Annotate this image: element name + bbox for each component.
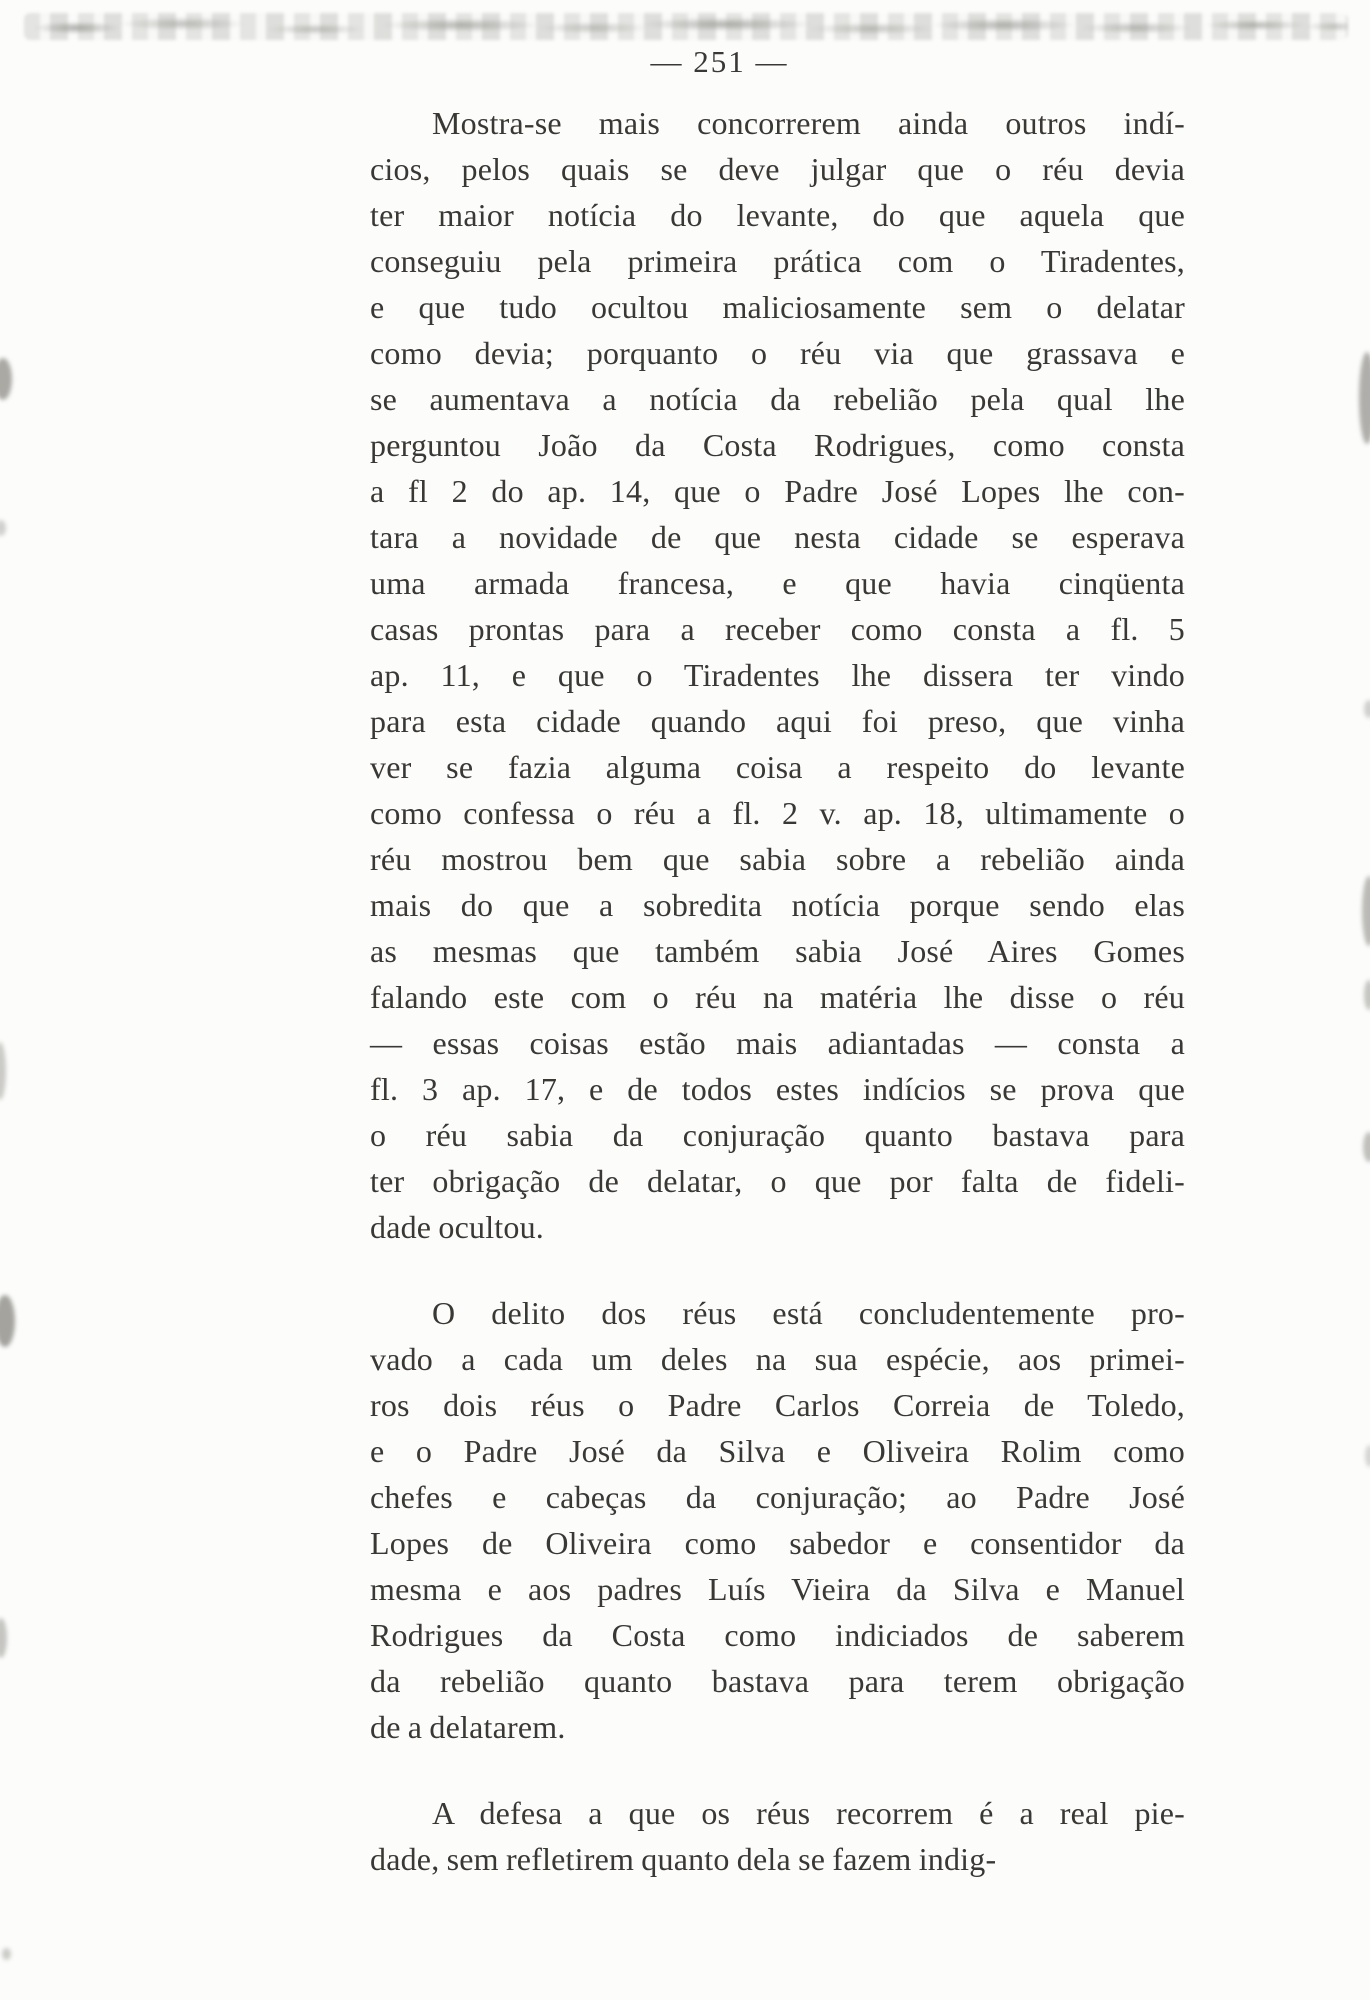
text-line: ter maior notícia do levante, do que aquela que — [370, 197, 1185, 233]
text-line: casas prontas para a receber como consta a fl. 5 — [370, 611, 1185, 647]
page-number: — 251 — — [650, 44, 789, 79]
text-column — [370, 100, 1185, 1922]
scan-speck — [0, 1618, 7, 1658]
text-line: Rodrigues da Costa como indiciados de saberem — [370, 1617, 1185, 1653]
scan-speck — [0, 1295, 15, 1347]
paragraph — [370, 1290, 1185, 1750]
text-line: como confessa o réu a fl. 2 v. ap. 18, ultimamente o — [370, 795, 1185, 831]
paragraph — [370, 1790, 1185, 1882]
paragraph — [370, 100, 1185, 1250]
text-line: o réu sabia da conjuração quanto bastava para — [370, 1117, 1185, 1153]
text-line: e o Padre José da Silva e Oliveira Rolim como — [370, 1433, 1185, 1469]
scan-speck — [2, 1948, 11, 1960]
text-line: réu mostrou bem que sabia sobre a rebelião ainda — [370, 841, 1185, 877]
text-line: a fl 2 do ap. 14, que o Padre José Lopes lhe con- — [370, 473, 1185, 509]
scan-speck — [1364, 980, 1370, 1010]
text-line: de a delatarem. — [370, 1709, 566, 1745]
text-line: tara a novidade de que nesta cidade se esperava — [370, 519, 1185, 555]
text-line: se aumentava a notícia da rebelião pela qual lhe — [370, 381, 1185, 417]
text-line: e que tudo ocultou maliciosamente sem o delatar — [370, 289, 1185, 325]
scan-speck — [0, 1042, 6, 1100]
scan-noise-top — [24, 13, 1348, 40]
scan-speck — [0, 358, 12, 400]
text-line: O delito dos réus está concludentemente pro- — [432, 1295, 1185, 1331]
text-line: da rebelião quanto bastava para terem obrigação — [370, 1663, 1185, 1699]
scan-speck — [1365, 1445, 1370, 1467]
text-line: vado a cada um deles na sua espécie, aos primei- — [370, 1341, 1185, 1377]
text-line: como devia; porquanto o réu via que grassava e — [370, 335, 1185, 371]
scan-speck — [1363, 1132, 1370, 1162]
text-line: A defesa a que os réus recorrem é a real pie- — [432, 1795, 1185, 1831]
scan-speck — [1364, 700, 1370, 718]
text-line: as mesmas que também sabia José Aires Gomes — [370, 933, 1185, 969]
text-line: chefes e cabeças da conjuração; ao Padre José — [370, 1479, 1185, 1515]
text-line: ap. 11, e que o Tiradentes lhe dissera ter vindo — [370, 657, 1185, 693]
text-line: ter obrigação de delatar, o que por falta de fideli- — [370, 1163, 1185, 1199]
text-line: perguntou João da Costa Rodrigues, como consta — [370, 427, 1185, 463]
scan-speck — [1362, 876, 1370, 946]
text-line: dade ocultou. — [370, 1209, 544, 1245]
text-line: mesma e aos padres Luís Vieira da Silva e Manuel — [370, 1571, 1185, 1607]
text-line: falando este com o réu na matéria lhe disse o réu — [370, 979, 1185, 1015]
text-line: mais do que a sobredita notícia porque sendo elas — [370, 887, 1185, 923]
scan-speck — [0, 520, 6, 536]
text-line: dade, sem refletirem quanto dela se fazem indig- — [370, 1841, 997, 1877]
text-line: Mostra-se mais concorrerem ainda outros indí- — [432, 105, 1185, 141]
text-line: ros dois réus o Padre Carlos Correia de Toledo, — [370, 1387, 1185, 1423]
text-line: fl. 3 ap. 17, e de todos estes indícios se prova que — [370, 1071, 1185, 1107]
text-line: cios, pelos quais se deve julgar que o réu devia — [370, 151, 1185, 187]
text-line: para esta cidade quando aqui foi preso, que vinha — [370, 703, 1185, 739]
text-line: ver se fazia alguma coisa a respeito do levante — [370, 749, 1185, 785]
scan-speck — [1359, 352, 1370, 444]
text-line: uma armada francesa, e que havia cinqüenta — [370, 565, 1185, 601]
text-line: Lopes de Oliveira como sabedor e consentidor da — [370, 1525, 1185, 1561]
text-line: conseguiu pela primeira prática com o Tiradentes, — [370, 243, 1185, 279]
text-line: — essas coisas estão mais adiantadas — consta a — [370, 1025, 1185, 1061]
